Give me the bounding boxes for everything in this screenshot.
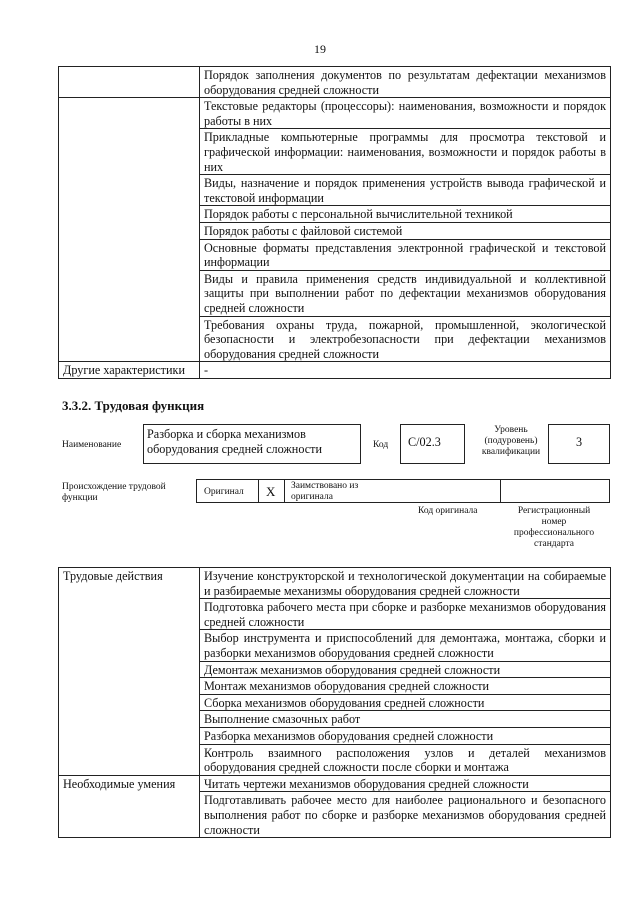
table-row — [59, 270, 611, 316]
row-text: Сборка механизмов оборудования средней сложности — [200, 694, 611, 711]
row-text: Прикладные компьютерные программы для просмотра текстовой и графической информации: наименования, возможности и порядок работы в них — [200, 129, 611, 175]
reg-number-label: Регистрационный номер профессионального стандарта — [513, 506, 595, 549]
original-code-label: Код оригинала — [418, 506, 478, 516]
row-text: Подготавливать рабочее место для наиболее рационального и безопасного выполнения работ по сборке и разборке механизмов оборудования средней сложности — [200, 792, 611, 838]
row-label — [59, 239, 200, 270]
page-number: 19 — [314, 42, 326, 56]
row-label — [59, 67, 200, 98]
table-row — [59, 67, 611, 98]
borrowed-label: Заимствовано из оригинала — [291, 481, 359, 502]
row-label — [59, 270, 200, 316]
row-label — [59, 206, 200, 223]
row-text: Виды, назначение и порядок применения устройств вывода графической и текстовой информации — [200, 175, 611, 206]
table-row — [59, 129, 611, 175]
original-mark-cell — [258, 479, 284, 503]
table-row — [59, 175, 611, 206]
knowledge-table — [58, 66, 611, 379]
row-text: Разборка механизмов оборудования средней сложности — [200, 727, 611, 744]
table-row — [59, 568, 611, 599]
row-text: Порядок работы с файловой системой — [200, 222, 611, 239]
row-text: Выполнение смазочных работ — [200, 711, 611, 728]
level-label: Уровень (подуровень) квалификации — [481, 425, 541, 457]
row-text: Порядок заполнения документов по результатам дефектации механизмов оборудования средней сложности — [200, 67, 611, 98]
group-label-actions: Трудовые действия — [59, 568, 200, 776]
original-label: Оригинал — [204, 487, 244, 497]
row-text: Демонтаж механизмов оборудования средней сложности — [200, 661, 611, 678]
row-text: Текстовые редакторы (процессоры): наименования, возможности и порядок работы в них — [200, 98, 611, 129]
row-text: Читать чертежи механизмов оборудования средней сложности — [200, 775, 611, 792]
table-row — [59, 206, 611, 223]
level-box: 3 — [548, 424, 610, 464]
table-row — [59, 239, 611, 270]
row-text: Контроль взаимного расположения узлов и деталей механизмов оборудования средней сложности после сборки и монтажа — [200, 744, 611, 775]
row-text: Монтаж механизмов оборудования средней сложности — [200, 678, 611, 695]
origin-label: Происхождение трудовой функции — [62, 482, 166, 503]
reg-number-cell — [500, 479, 610, 503]
table-row — [59, 362, 611, 379]
table-row — [59, 775, 611, 792]
borrowed-cell — [284, 479, 500, 503]
row-text: Требования охраны труда, пожарной, промышленной, экологической безопасности и электробезопасности при дефектации механизмов оборудования средней сложности — [200, 316, 611, 362]
row-label — [59, 129, 200, 175]
section-heading: 3.3.2. Трудовая функция — [62, 398, 205, 413]
row-text: - — [200, 362, 611, 379]
row-text: Основные форматы представления электронной графической и текстовой информации — [200, 239, 611, 270]
row-label — [59, 98, 200, 129]
code-box: С/02.3 — [400, 424, 465, 464]
row-text: Порядок работы с персональной вычислительной техникой — [200, 206, 611, 223]
original-mark: Х — [266, 484, 276, 499]
row-label — [59, 316, 200, 362]
original-cell — [196, 479, 258, 503]
origin-row — [196, 479, 610, 503]
table-row — [59, 316, 611, 362]
row-label — [59, 222, 200, 239]
row-text: Подготовка рабочего места при сборке и разборке механизмов оборудования средней сложности — [200, 599, 611, 630]
name-label: Наименование — [62, 440, 122, 450]
code-label: Код — [373, 440, 389, 450]
function-name-box: Разборка и сборка механизмов оборудования средней сложности — [143, 424, 361, 464]
row-text: Виды и правила применения средств индивидуальной и коллективной защиты при выполнении работ по дефектации механизмов оборудования средней сложности — [200, 270, 611, 316]
row-label — [59, 175, 200, 206]
group-label-skills: Необходимые умения — [59, 775, 200, 837]
table-row — [59, 98, 611, 129]
row-text: Изучение конструкторской и технологической документации на собираемые и разбираемые механизмы оборудования средней сложности — [200, 568, 611, 599]
labor-actions-table — [58, 567, 611, 838]
row-label: Другие характеристики — [59, 362, 200, 379]
table-row — [59, 222, 611, 239]
row-text: Выбор инструмента и приспособлений для демонтажа, монтажа, сборки и разборки механизмов оборудования средней сложности — [200, 630, 611, 661]
